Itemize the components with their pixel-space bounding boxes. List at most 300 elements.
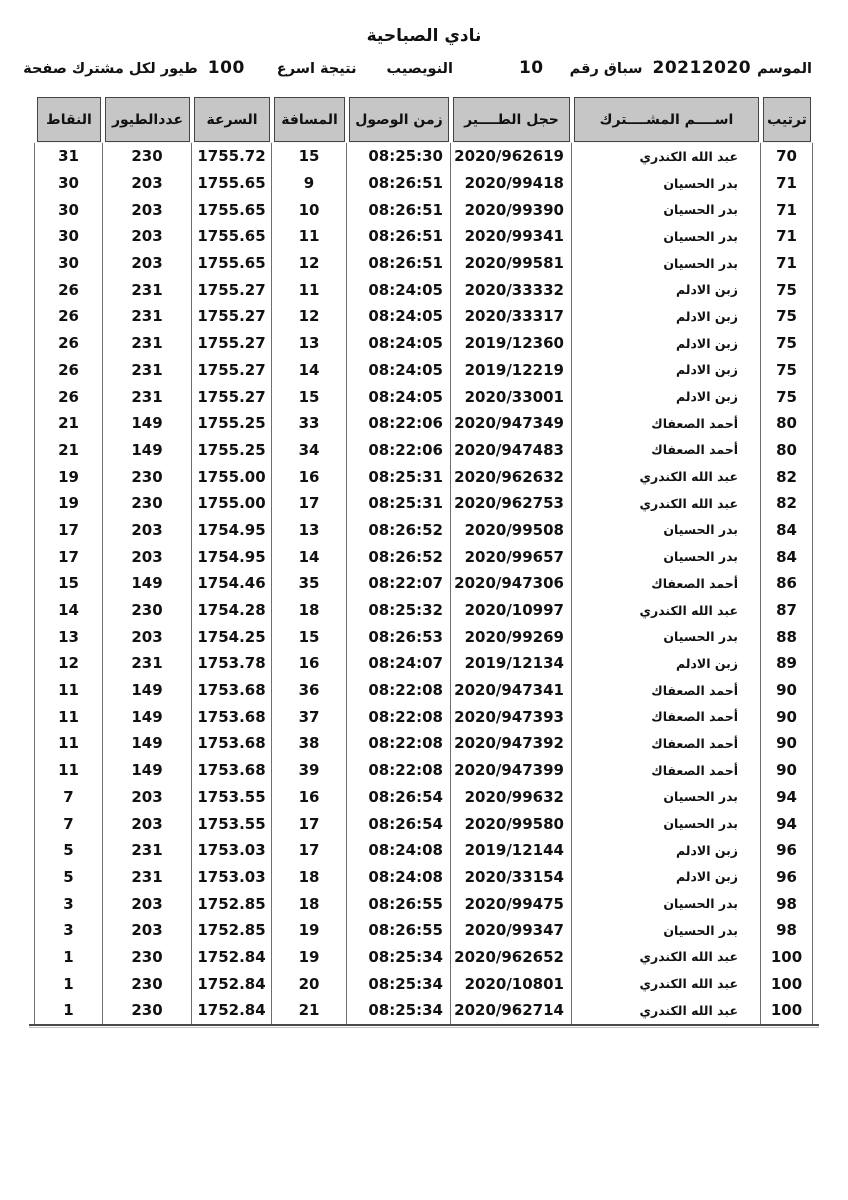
cell-birds: 230 — [102, 597, 191, 624]
cell-birds: 230 — [102, 463, 191, 490]
race-location: النويصيب — [386, 61, 453, 77]
cell-name: عبد الله الكندري — [571, 944, 760, 971]
cell-rank: 80 — [760, 410, 812, 437]
cell-rank: 90 — [760, 703, 812, 730]
cell-birds: 203 — [102, 623, 191, 650]
cell-birds: 203 — [102, 223, 191, 250]
cell-points: 7 — [34, 784, 102, 811]
table-row — [35, 864, 813, 891]
cell-birds: 203 — [102, 784, 191, 811]
cell-ring: 2020/99657 — [450, 543, 571, 570]
cell-birds: 203 — [102, 810, 191, 837]
cell-points: 19 — [34, 463, 102, 490]
cell-birds: 203 — [102, 543, 191, 570]
cell-points: 1 — [34, 970, 102, 997]
cell-arrival: 08:26:51 — [346, 250, 450, 277]
cell-birds: 149 — [102, 570, 191, 597]
cell-arrival: 08:22:06 — [346, 410, 450, 437]
cell-speed: 1753.55 — [191, 784, 271, 811]
table-row — [35, 490, 813, 517]
cell-speed: 1755.00 — [191, 490, 271, 517]
cell-arrival: 08:26:51 — [346, 196, 450, 223]
cell-points: 21 — [34, 437, 102, 464]
cell-ring: 2019/12134 — [450, 650, 571, 677]
page-title: نادي الصباحية — [366, 26, 482, 46]
cell-speed: 1753.68 — [191, 677, 271, 704]
cell-rank: 98 — [760, 917, 812, 944]
cell-distance: 18 — [271, 890, 346, 917]
cell-speed: 1755.27 — [191, 383, 271, 410]
cell-points: 21 — [34, 410, 102, 437]
cell-speed: 1755.27 — [191, 303, 271, 330]
cell-points: 3 — [34, 890, 102, 917]
cell-birds: 149 — [102, 730, 191, 757]
cell-name: بدر الحسيان — [571, 543, 760, 570]
table-row — [35, 517, 813, 544]
cell-ring: 2020/99632 — [450, 784, 571, 811]
table-row — [35, 463, 813, 490]
cell-rank: 75 — [760, 276, 812, 303]
table-row — [35, 623, 813, 650]
per-participant-label: طيور لكل مشترك صفحة — [23, 61, 198, 77]
header-points: النقاط — [37, 97, 101, 142]
cell-rank: 75 — [760, 303, 812, 330]
cell-birds: 230 — [102, 143, 191, 170]
cell-birds: 203 — [102, 250, 191, 277]
cell-name: زبن الادلم — [571, 303, 760, 330]
cell-points: 31 — [34, 143, 102, 170]
cell-distance: 36 — [271, 677, 346, 704]
header-name: اســــم المشــــترك — [574, 97, 759, 142]
cell-points: 26 — [34, 303, 102, 330]
cell-ring: 2020/99581 — [450, 250, 571, 277]
cell-rank: 90 — [760, 730, 812, 757]
cell-rank: 71 — [760, 250, 812, 277]
cell-birds: 149 — [102, 757, 191, 784]
cell-ring: 2020/962619 — [450, 143, 571, 170]
cell-name: أحمد الصعفاك — [571, 703, 760, 730]
cell-birds: 231 — [102, 357, 191, 384]
cell-ring: 2019/12360 — [450, 330, 571, 357]
cell-name: بدر الحسيان — [571, 917, 760, 944]
season-label: الموسم — [757, 61, 812, 77]
cell-rank: 96 — [760, 837, 812, 864]
cell-name: بدر الحسيان — [571, 623, 760, 650]
cell-rank: 84 — [760, 517, 812, 544]
season-value: 20212020 — [652, 58, 752, 78]
cell-name: عبد الله الكندري — [571, 463, 760, 490]
cell-speed: 1754.25 — [191, 623, 271, 650]
table-row — [35, 250, 813, 277]
cell-ring: 2020/99475 — [450, 890, 571, 917]
cell-speed: 1754.28 — [191, 597, 271, 624]
cell-points: 30 — [34, 196, 102, 223]
cell-ring: 2020/99347 — [450, 917, 571, 944]
cell-speed: 1754.95 — [191, 517, 271, 544]
table-header-row — [35, 97, 813, 142]
cell-birds: 149 — [102, 410, 191, 437]
cell-arrival: 08:22:08 — [346, 703, 450, 730]
race-number-label: سباق رقم — [569, 61, 643, 77]
cell-distance: 15 — [271, 623, 346, 650]
cell-birds: 203 — [102, 890, 191, 917]
table-row — [35, 383, 813, 410]
cell-name: بدر الحسيان — [571, 196, 760, 223]
cell-speed: 1754.46 — [191, 570, 271, 597]
cell-arrival: 08:26:52 — [346, 543, 450, 570]
cell-distance: 13 — [271, 330, 346, 357]
cell-arrival: 08:26:54 — [346, 810, 450, 837]
cell-distance: 14 — [271, 543, 346, 570]
cell-distance: 35 — [271, 570, 346, 597]
cell-arrival: 08:26:53 — [346, 623, 450, 650]
header-ring: حجل الطــــير — [453, 97, 570, 142]
birds-count-value: 100 — [207, 58, 245, 78]
table-row — [35, 917, 813, 944]
cell-rank: 86 — [760, 570, 812, 597]
table-row — [35, 223, 813, 250]
header-birds: عددالطيور — [105, 97, 190, 142]
cell-distance: 19 — [271, 917, 346, 944]
table-row — [35, 890, 813, 917]
cell-speed: 1752.84 — [191, 970, 271, 997]
cell-rank: 71 — [760, 223, 812, 250]
cell-distance: 38 — [271, 730, 346, 757]
cell-distance: 12 — [271, 250, 346, 277]
cell-speed: 1753.78 — [191, 650, 271, 677]
cell-ring: 2020/947399 — [450, 757, 571, 784]
cell-birds: 231 — [102, 837, 191, 864]
cell-arrival: 08:26:51 — [346, 170, 450, 197]
table-row — [35, 570, 813, 597]
table-row — [35, 650, 813, 677]
cell-distance: 14 — [271, 357, 346, 384]
cell-birds: 149 — [102, 677, 191, 704]
table-row — [35, 837, 813, 864]
table-row — [35, 357, 813, 384]
cell-name: بدر الحسيان — [571, 890, 760, 917]
cell-name: بدر الحسيان — [571, 250, 760, 277]
cell-birds: 230 — [102, 944, 191, 971]
cell-points: 11 — [34, 730, 102, 757]
cell-speed: 1755.65 — [191, 223, 271, 250]
header-arrival: زمن الوصول — [349, 97, 449, 142]
cell-speed: 1755.72 — [191, 143, 271, 170]
cell-arrival: 08:26:52 — [346, 517, 450, 544]
cell-ring: 2020/10801 — [450, 970, 571, 997]
cell-ring: 2020/99269 — [450, 623, 571, 650]
cell-speed: 1755.27 — [191, 276, 271, 303]
cell-name: زبن الادلم — [571, 357, 760, 384]
cell-points: 1 — [34, 944, 102, 971]
table-row — [35, 784, 813, 811]
cell-name: زبن الادلم — [571, 837, 760, 864]
cell-distance: 11 — [271, 276, 346, 303]
cell-speed: 1752.84 — [191, 997, 271, 1024]
cell-arrival: 08:22:08 — [346, 677, 450, 704]
cell-distance: 11 — [271, 223, 346, 250]
cell-points: 11 — [34, 757, 102, 784]
cell-points: 17 — [34, 517, 102, 544]
cell-name: عبد الله الكندري — [571, 490, 760, 517]
cell-arrival: 08:25:34 — [346, 970, 450, 997]
cell-distance: 17 — [271, 810, 346, 837]
cell-arrival: 08:25:30 — [346, 143, 450, 170]
cell-birds: 149 — [102, 703, 191, 730]
cell-rank: 100 — [760, 944, 812, 971]
cell-distance: 15 — [271, 143, 346, 170]
cell-name: عبد الله الكندري — [571, 597, 760, 624]
table-row — [35, 970, 813, 997]
cell-rank: 75 — [760, 330, 812, 357]
cell-speed: 1755.25 — [191, 437, 271, 464]
cell-rank: 100 — [760, 970, 812, 997]
cell-points: 1 — [34, 997, 102, 1024]
cell-ring: 2020/33154 — [450, 864, 571, 891]
header-distance: المسافة — [274, 97, 345, 142]
header-speed: السرعة — [194, 97, 270, 142]
table-row — [35, 437, 813, 464]
cell-ring: 2020/33001 — [450, 383, 571, 410]
cell-distance: 16 — [271, 463, 346, 490]
cell-distance: 34 — [271, 437, 346, 464]
cell-distance: 33 — [271, 410, 346, 437]
table-row — [35, 143, 813, 170]
table-row — [35, 196, 813, 223]
cell-rank: 84 — [760, 543, 812, 570]
cell-birds: 231 — [102, 650, 191, 677]
table-bottom-rule-shadow — [29, 1027, 819, 1028]
cell-ring: 2020/947341 — [450, 677, 571, 704]
cell-speed: 1753.03 — [191, 837, 271, 864]
cell-ring: 2020/99580 — [450, 810, 571, 837]
cell-arrival: 08:24:08 — [346, 837, 450, 864]
table-row — [35, 810, 813, 837]
cell-points: 26 — [34, 276, 102, 303]
cell-rank: 75 — [760, 383, 812, 410]
cell-ring: 2019/12219 — [450, 357, 571, 384]
cell-arrival: 08:26:54 — [346, 784, 450, 811]
cell-ring: 2020/962714 — [450, 997, 571, 1024]
cell-distance: 15 — [271, 383, 346, 410]
cell-birds: 203 — [102, 170, 191, 197]
cell-arrival: 08:24:08 — [346, 864, 450, 891]
cell-birds: 203 — [102, 196, 191, 223]
cell-name: بدر الحسيان — [571, 223, 760, 250]
cell-arrival: 08:22:08 — [346, 757, 450, 784]
cell-speed: 1752.85 — [191, 890, 271, 917]
cell-arrival: 08:24:05 — [346, 383, 450, 410]
cell-ring: 2020/947393 — [450, 703, 571, 730]
cell-points: 19 — [34, 490, 102, 517]
cell-distance: 37 — [271, 703, 346, 730]
cell-rank: 80 — [760, 437, 812, 464]
table-row — [35, 330, 813, 357]
cell-points: 15 — [34, 570, 102, 597]
cell-birds: 231 — [102, 383, 191, 410]
cell-name: بدر الحسيان — [571, 517, 760, 544]
results-table — [35, 97, 813, 1028]
cell-name: أحمد الصعفاك — [571, 437, 760, 464]
cell-distance: 9 — [271, 170, 346, 197]
cell-arrival: 08:24:05 — [346, 276, 450, 303]
cell-points: 5 — [34, 837, 102, 864]
cell-arrival: 08:24:05 — [346, 357, 450, 384]
cell-distance: 16 — [271, 650, 346, 677]
cell-speed: 1755.25 — [191, 410, 271, 437]
table-row — [35, 703, 813, 730]
cell-arrival: 08:25:34 — [346, 944, 450, 971]
cell-distance: 16 — [271, 784, 346, 811]
cell-distance: 10 — [271, 196, 346, 223]
cell-arrival: 08:25:34 — [346, 997, 450, 1024]
cell-distance: 13 — [271, 517, 346, 544]
cell-distance: 12 — [271, 303, 346, 330]
cell-rank: 90 — [760, 757, 812, 784]
cell-name: أحمد الصعفاك — [571, 730, 760, 757]
cell-rank: 82 — [760, 463, 812, 490]
table-row — [35, 677, 813, 704]
race-info-line — [23, 58, 812, 78]
cell-arrival: 08:26:51 — [346, 223, 450, 250]
table-row — [35, 543, 813, 570]
cell-speed: 1753.68 — [191, 757, 271, 784]
cell-speed: 1754.95 — [191, 543, 271, 570]
cell-name: زبن الادلم — [571, 864, 760, 891]
cell-ring: 2020/99341 — [450, 223, 571, 250]
table-row — [35, 997, 813, 1024]
race-number-value: 10 — [518, 58, 544, 78]
cell-arrival: 08:24:07 — [346, 650, 450, 677]
cell-ring: 2020/99418 — [450, 170, 571, 197]
cell-birds: 149 — [102, 437, 191, 464]
cell-arrival: 08:26:55 — [346, 917, 450, 944]
cell-arrival: 08:24:05 — [346, 303, 450, 330]
cell-birds: 231 — [102, 303, 191, 330]
cell-rank: 90 — [760, 677, 812, 704]
cell-points: 13 — [34, 623, 102, 650]
cell-name: عبد الله الكندري — [571, 997, 760, 1024]
cell-distance: 19 — [271, 944, 346, 971]
cell-arrival: 08:25:32 — [346, 597, 450, 624]
cell-speed: 1755.65 — [191, 170, 271, 197]
cell-points: 17 — [34, 543, 102, 570]
cell-rank: 82 — [760, 490, 812, 517]
cell-rank: 96 — [760, 864, 812, 891]
cell-speed: 1753.68 — [191, 703, 271, 730]
cell-points: 30 — [34, 223, 102, 250]
cell-name: عبد الله الكندري — [571, 970, 760, 997]
table-row — [35, 303, 813, 330]
cell-distance: 18 — [271, 864, 346, 891]
cell-speed: 1753.55 — [191, 810, 271, 837]
cell-rank: 100 — [760, 997, 812, 1024]
cell-speed: 1755.27 — [191, 330, 271, 357]
cell-ring: 2020/99390 — [450, 196, 571, 223]
results-body — [35, 142, 813, 1024]
cell-birds: 230 — [102, 997, 191, 1024]
cell-arrival: 08:22:06 — [346, 437, 450, 464]
cell-ring: 2020/962753 — [450, 490, 571, 517]
cell-arrival: 08:25:31 — [346, 463, 450, 490]
cell-rank: 94 — [760, 784, 812, 811]
cell-ring: 2020/947392 — [450, 730, 571, 757]
cell-birds: 231 — [102, 864, 191, 891]
cell-distance: 21 — [271, 997, 346, 1024]
cell-name: أحمد الصعفاك — [571, 570, 760, 597]
cell-name: أحمد الصعفاك — [571, 677, 760, 704]
cell-arrival: 08:22:07 — [346, 570, 450, 597]
cell-ring: 2020/10997 — [450, 597, 571, 624]
cell-name: زبن الادلم — [571, 383, 760, 410]
cell-name: بدر الحسيان — [571, 170, 760, 197]
table-row — [35, 757, 813, 784]
cell-points: 7 — [34, 810, 102, 837]
cell-distance: 20 — [271, 970, 346, 997]
cell-distance: 17 — [271, 490, 346, 517]
cell-rank: 88 — [760, 623, 812, 650]
cell-speed: 1752.85 — [191, 917, 271, 944]
cell-ring: 2020/99508 — [450, 517, 571, 544]
cell-points: 11 — [34, 703, 102, 730]
cell-arrival: 08:22:08 — [346, 730, 450, 757]
cell-points: 30 — [34, 250, 102, 277]
cell-name: أحمد الصعفاك — [571, 757, 760, 784]
cell-speed: 1755.27 — [191, 357, 271, 384]
cell-arrival: 08:25:31 — [346, 490, 450, 517]
cell-speed: 1755.00 — [191, 463, 271, 490]
cell-birds: 203 — [102, 517, 191, 544]
cell-rank: 71 — [760, 196, 812, 223]
cell-ring: 2020/947349 — [450, 410, 571, 437]
cell-rank: 89 — [760, 650, 812, 677]
cell-ring: 2020/33332 — [450, 276, 571, 303]
cell-rank: 98 — [760, 890, 812, 917]
cell-name: زبن الادلم — [571, 650, 760, 677]
table-bottom-rule — [29, 1024, 819, 1026]
cell-rank: 87 — [760, 597, 812, 624]
cell-name: عبد الله الكندري — [571, 143, 760, 170]
cell-birds: 231 — [102, 330, 191, 357]
table-row — [35, 410, 813, 437]
cell-speed: 1755.65 — [191, 250, 271, 277]
cell-points: 14 — [34, 597, 102, 624]
cell-distance: 17 — [271, 837, 346, 864]
cell-name: زبن الادلم — [571, 330, 760, 357]
cell-ring: 2020/947483 — [450, 437, 571, 464]
cell-birds: 230 — [102, 970, 191, 997]
cell-arrival: 08:26:55 — [346, 890, 450, 917]
cell-name: زبن الادلم — [571, 276, 760, 303]
header-rank: ترتيب — [763, 97, 811, 142]
cell-speed: 1752.84 — [191, 944, 271, 971]
table-row — [35, 944, 813, 971]
cell-speed: 1753.03 — [191, 864, 271, 891]
cell-points: 26 — [34, 383, 102, 410]
cell-rank: 71 — [760, 170, 812, 197]
cell-name: أحمد الصعفاك — [571, 410, 760, 437]
cell-points: 5 — [34, 864, 102, 891]
cell-ring: 2020/962652 — [450, 944, 571, 971]
cell-birds: 203 — [102, 917, 191, 944]
cell-rank: 94 — [760, 810, 812, 837]
cell-points: 26 — [34, 357, 102, 384]
cell-distance: 18 — [271, 597, 346, 624]
cell-points: 3 — [34, 917, 102, 944]
cell-birds: 231 — [102, 276, 191, 303]
cell-ring: 2020/962632 — [450, 463, 571, 490]
table-row — [35, 597, 813, 624]
